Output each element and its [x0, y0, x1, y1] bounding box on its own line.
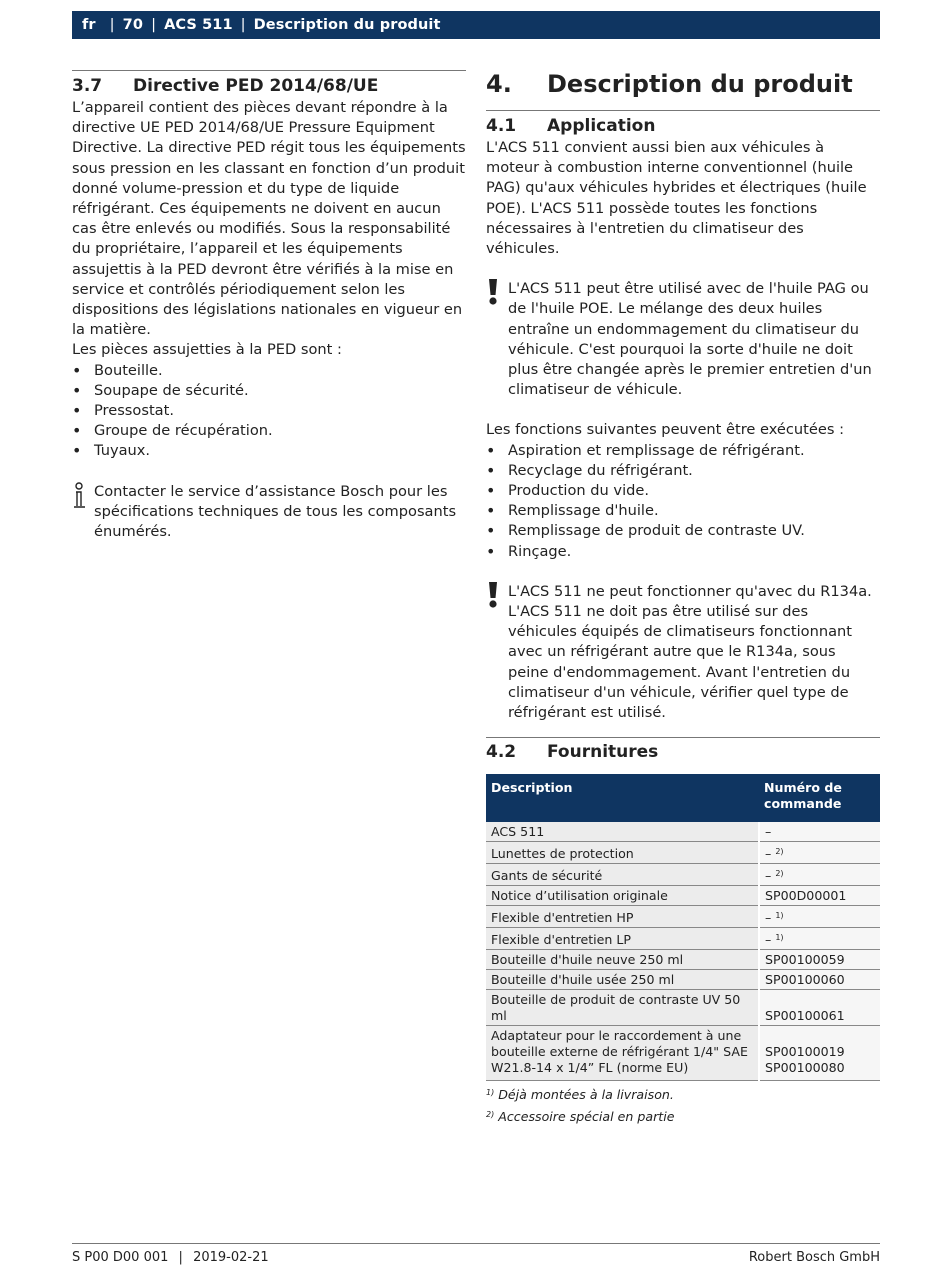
- supply-table: [486, 774, 880, 1081]
- list-item: • Remplissage de produit de contraste UV.: [486, 521, 880, 541]
- list-item: • Soupape de sécurité.: [72, 381, 466, 401]
- table-header-order-number: Numéro de commande: [759, 774, 880, 822]
- table-row: Bouteille de produit de contraste UV 50 ml SP00100061: [486, 990, 880, 1026]
- table-row: Flexible d'entretien LP – $^{1)}$: [486, 928, 880, 950]
- table-row: Lunettes de protection – $^{2)}$: [486, 842, 880, 864]
- footer-date: 2019-02-21: [193, 1250, 269, 1265]
- ped-list-intro: Les pièces assujetties à la PED sont :: [72, 341, 342, 359]
- list-item: • Recyclage du réfrigérant.: [486, 461, 880, 481]
- footnote-2: $^{2)}$ Accessoire spécial en partie: [486, 1109, 675, 1125]
- chapter-4-heading: 4. Description du produit: [486, 70, 853, 98]
- list-item: • Tuyaux.: [72, 441, 466, 461]
- table-row: Bouteille d'huile usée 250 ml SP00100060: [486, 970, 880, 990]
- footer-company: Robert Bosch GmbH: [748, 1250, 880, 1265]
- table-row: Gants de sécurité – $^{2)}$: [486, 864, 880, 886]
- table-row: Adaptateur pour le raccordement à une bouteille externe de réfrigérant 1/4" SAE W21.8-14 x 1/4” FL (norme EU) SP00100019 SP00100080: [486, 1026, 880, 1081]
- list-item: • Bouteille.: [72, 361, 466, 381]
- footnote-1: $^{1)}$ Déjà montées à la livraison.: [486, 1087, 674, 1103]
- section-4-1-heading: 4.1 Application: [486, 116, 656, 136]
- functions-intro: Les fonctions suivantes peuvent être exécutées :: [486, 421, 845, 439]
- header-page-number: 70: [122, 17, 144, 33]
- list-item: • Production du vide.: [486, 481, 880, 501]
- header-language: fr: [82, 17, 96, 33]
- table-row: ACS 511 –: [486, 822, 880, 842]
- ped-parts-list: [72, 361, 466, 462]
- list-item: • Remplissage d'huile.: [486, 501, 880, 521]
- section-4-2-heading: 4.2 Fournitures: [486, 742, 659, 763]
- table-row: Bouteille d'huile neuve 250 ml SP00100059: [486, 950, 880, 970]
- table-row: Flexible d'entretien HP – $^{1)}$: [486, 906, 880, 928]
- section-3-7-body: L’appareil contient des pièces devant répondre à la directive UE PED 2014/68/UE Pressure Equipment Directive. La directive PED régit tous les équipements sous pression en les classant en fonction d’un produit donné volume-pression et du type de liquide réfrigérant. Ces équipements ne doivent en aucun cas être enlevés ou modifiés. Sous la responsabilité du propriétaire, l’appareil et les équipements assujettis à la PED devront être vérifiés à la mise en service et contrôlés périodiquement selon les dispositions des législations nationales en vigueur en la matière.: [72, 99, 466, 339]
- info-icon: [72, 482, 88, 512]
- footer-left: S P00 D00 001 | 2019-02-21: [72, 1250, 269, 1265]
- exclamation-icon: [486, 582, 502, 612]
- list-item: • Aspiration et remplissage de réfrigérant.: [486, 441, 880, 461]
- left-column: [72, 70, 466, 542]
- footer-rule: [72, 1243, 880, 1244]
- header-product: ACS 511: [164, 17, 233, 33]
- info-note: Contacter le service d’assistance Bosch pour les spécifications techniques de tous les composants énumérés.: [72, 482, 466, 543]
- list-item: • Rinçage.: [486, 542, 880, 562]
- table-row: Notice d’utilisation originale SP00D00001: [486, 886, 880, 906]
- exclamation-icon: [486, 279, 502, 309]
- header-chapter: Description du produit: [253, 17, 441, 33]
- page-header: fr | 70 | ACS 511 | Description du produit: [72, 11, 880, 39]
- section-3-7-heading: 3.7 Directive PED 2014/68/UE: [72, 76, 379, 96]
- list-item: • Pressostat.: [72, 401, 466, 421]
- warning-note: L'ACS 511 peut être utilisé avec de l'huile PAG ou de l'huile POE. Le mélange des deux huiles entraîne un endommagement du climatiseur du véhicule. C'est pourquoi la sorte d'huile ne doit plus être changée après le premier entretien d'un climatiseur de véhicule.: [486, 279, 880, 400]
- section-4-1-body: L'ACS 511 convient aussi bien aux véhicules à moteur à combustion interne conventionnel (huile PAG) qu'aux véhicules hybrides et électriques (huile POE). L'ACS 511 possède toutes les fonctions nécessaires à l'entretien du climatiseur des véhicules.: [486, 139, 867, 258]
- footer-doc-number: S P00 D00 001: [72, 1250, 169, 1265]
- right-column: [486, 70, 880, 1127]
- table-header-description: Description: [486, 774, 759, 822]
- functions-list: [486, 441, 880, 562]
- list-item: • Groupe de récupération.: [72, 421, 466, 441]
- warning-note: L'ACS 511 ne peut fonctionner qu'avec du R134a. L'ACS 511 ne doit pas être utilisé sur des véhicules équipés de climatiseurs fonctionnant avec un réfrigérant autre que le R134a, sous peine d'endommagement. Avant l'entretien du climatiseur d'un véhicule, vérifier quel type de réfrigérant est utilisé.: [486, 582, 880, 723]
